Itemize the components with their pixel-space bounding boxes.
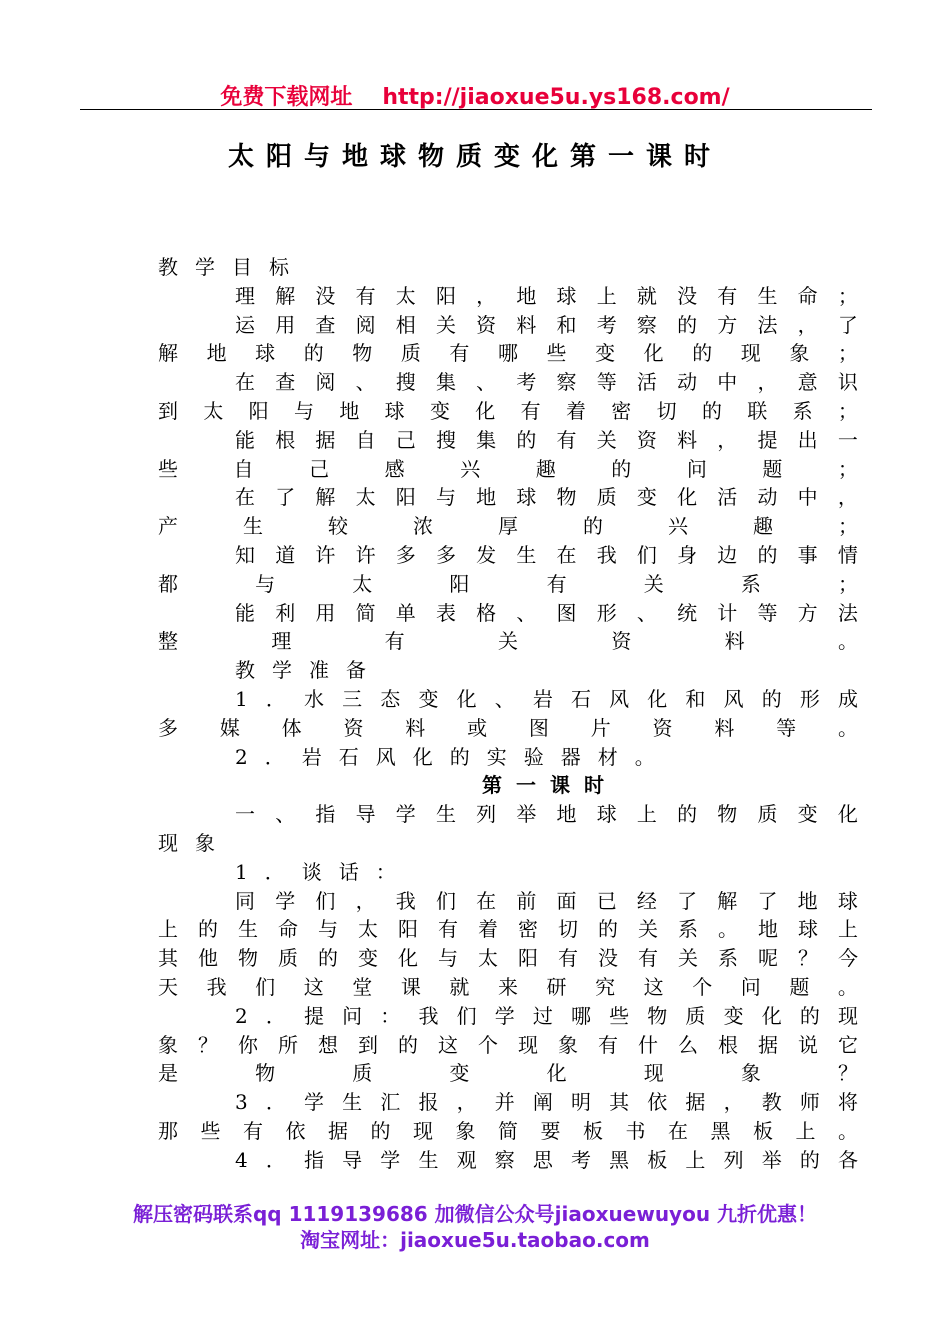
text-line: 都 与 太 阳 有 关 系 ； bbox=[158, 571, 858, 596]
text-line: 多 媒 体 资 料 或 图 片 资 料 等 。 bbox=[158, 715, 858, 740]
document-title: 太阳与地球物质变化第一课时 bbox=[227, 142, 722, 172]
text-line: 4 ． 指 导 学 生 观 察 思 考 黑 板 上 列 举 的 各 bbox=[235, 1147, 858, 1172]
header-link-line bbox=[0, 80, 950, 111]
document-body bbox=[158, 253, 858, 1175]
footer-contact-line: 解压密码联系qq 1119139686 加微信公众号jiaoxuewuyou 九折优惠！ bbox=[132, 1202, 818, 1226]
text-line: 上 的 生 命 与 太 阳 有 着 密 切 的 关 系 。 地 球 上 bbox=[158, 917, 858, 942]
text-line: 第 一 课 时 bbox=[482, 773, 604, 798]
text-line: 些 自 己 感 兴 趣 的 问 题 ； bbox=[158, 456, 858, 481]
text-line: 现 象 bbox=[158, 830, 215, 855]
text-line: 天 我 们 这 堂 课 就 来 研 究 这 个 问 题 。 bbox=[158, 974, 858, 999]
text-line: 理 解 没 有 太 阳 ， 地 球 上 就 没 有 生 命 ； bbox=[235, 283, 858, 308]
text-line: 1 ． 谈 话 ： bbox=[235, 859, 396, 884]
text-line: 2 ． 岩 石 风 化 的 实 验 器 材 。 bbox=[235, 744, 655, 769]
text-line: 2 ． 提 问 ： 我 们 学 过 哪 些 物 质 变 化 的 现 bbox=[235, 1003, 858, 1028]
text-line: 到 太 阳 与 地 球 变 化 有 着 密 切 的 联 系 ； bbox=[158, 398, 858, 423]
header-divider bbox=[80, 109, 872, 110]
text-line: 其 他 物 质 的 变 化 与 太 阳 有 没 有 关 系 呢 ？ 今 bbox=[158, 946, 858, 971]
text-line: 3 ． 学 生 汇 报 ， 并 阐 明 其 依 据 ， 教 师 将 bbox=[235, 1090, 858, 1115]
text-line: 整 理 有 关 资 料 。 bbox=[158, 629, 858, 654]
text-line: 教 学 准 备 bbox=[235, 658, 366, 683]
footer-shop-link[interactable]: 淘宝网址：jiaoxue5u.taobao.com bbox=[300, 1228, 650, 1252]
text-line: 产 生 较 浓 厚 的 兴 趣 ； bbox=[158, 514, 858, 539]
text-line: 那 些 有 依 据 的 现 象 简 要 板 书 在 黑 板 上 。 bbox=[158, 1118, 858, 1143]
text-line: 解 地 球 的 物 质 有 哪 些 变 化 的 现 象 ； bbox=[158, 341, 858, 366]
text-line: 是 物 质 变 化 现 象 ？ bbox=[158, 1061, 858, 1086]
text-line: 1 ． 水 三 态 变 化 、 岩 石 风 化 和 风 的 形 成 bbox=[235, 686, 858, 711]
text-line: 在 了 解 太 阳 与 地 球 物 质 变 化 活 动 中 ， bbox=[235, 485, 858, 510]
text-line: 一 、 指 导 学 生 列 举 地 球 上 的 物 质 变 化 bbox=[235, 802, 858, 827]
text-line: 能 根 据 自 己 搜 集 的 有 关 资 料 ， 提 出 一 bbox=[235, 427, 858, 452]
text-line: 教 学 目 标 bbox=[158, 255, 289, 279]
text-line: 知 道 许 许 多 多 发 生 在 我 们 身 边 的 事 情 bbox=[235, 542, 858, 567]
text-line: 同 学 们 ， 我 们 在 前 面 已 经 了 解 了 地 球 bbox=[235, 888, 858, 913]
text-line: 象 ？ 你 所 想 到 的 这 个 现 象 有 什 么 根 据 说 它 bbox=[158, 1032, 858, 1057]
header-url-link[interactable]: http://jiaoxue5u.ys168.com/ bbox=[382, 85, 730, 110]
text-line: 运 用 查 阅 相 关 资 料 和 考 察 的 方 法 ， 了 bbox=[235, 312, 858, 337]
text-line: 在 查 阅 、 搜 集 、 考 察 等 活 动 中 ， 意 识 bbox=[235, 370, 858, 395]
text-line: 能 利 用 简 单 表 格 、 图 形 、 统 计 等 方 法 bbox=[235, 600, 858, 625]
header-label: 免费下载网址 bbox=[220, 85, 353, 110]
